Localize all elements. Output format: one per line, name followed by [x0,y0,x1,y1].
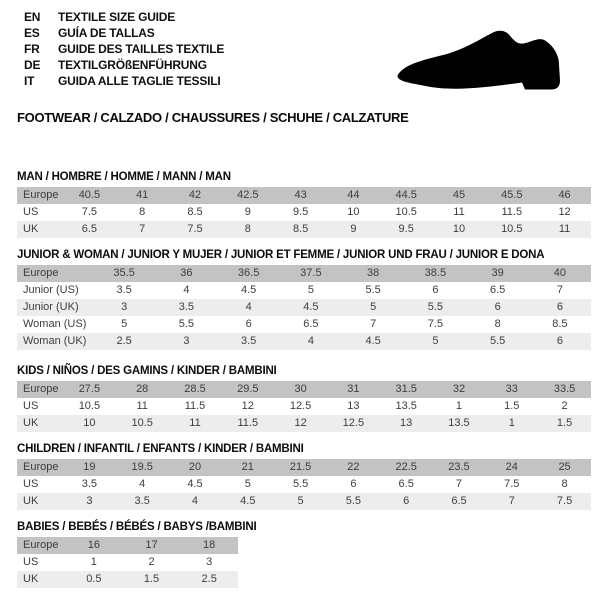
size-cell: 4.5 [187,478,203,490]
table-row-junior-uk [17,299,591,316]
size-cell: 27.5 [78,383,101,395]
size-cell: 19 [83,461,96,473]
table-row-europe [17,459,591,476]
section-children [17,443,591,510]
size-cell: 3.5 [81,478,98,490]
table-row-europe [17,381,591,398]
size-cell: 0.5 [86,573,102,585]
size-cell: 1.5 [143,573,160,585]
size-cell: 1.5 [556,417,573,429]
size-cell: 4.5 [303,301,319,313]
lang-row-fr [24,41,224,57]
size-cell: 22.5 [395,461,417,473]
row-label: US [23,206,39,218]
size-cell: 12.5 [342,417,365,429]
table-row-europe [17,537,238,554]
size-cell: 7 [370,318,377,330]
row-label: Woman (US) [23,318,87,330]
size-cell: 13 [347,400,360,412]
size-cell: 11.5 [237,417,259,429]
size-cell: 6 [350,478,357,490]
size-cell: 1 [90,556,97,568]
size-cell: 5.5 [292,478,309,490]
size-cell: 12 [558,206,571,218]
size-cell: 44 [347,189,360,201]
row-label: UK [23,417,39,429]
size-cell: 12 [294,417,307,429]
size-cell: 8 [561,478,568,490]
lang-label: TEXTILE SIZE GUIDE [58,10,176,24]
size-cell: 5.5 [345,495,362,507]
size-cell: 11.5 [184,400,206,412]
table-row-us [17,476,591,493]
size-cell: 5 [370,301,377,313]
row-label: Europe [23,189,59,201]
size-cell: 28 [136,383,149,395]
row-label: Europe [23,267,59,279]
size-cell: 3 [206,556,213,568]
table-row-uk [17,571,238,588]
size-cell: 42.5 [237,189,259,201]
size-cell: 12.5 [289,400,312,412]
table-row-uk [17,493,591,510]
size-cell: 44.5 [395,189,417,201]
row-label: Europe [23,461,59,473]
size-cell: 6.5 [489,284,506,296]
size-cell: 45 [452,189,466,201]
table-title-junior-woman: JUNIOR & WOMAN / JUNIOR Y MUJER / JUNIOR ET FEMME / JUNIOR UND FRAU / JUNIOR E DONA [17,249,545,261]
row-label: Woman (UK) [23,335,87,347]
size-cell: 6 [403,495,410,507]
size-cell: 45.5 [501,189,523,201]
size-table-babies [17,537,238,588]
size-cell: 8.5 [187,206,203,218]
size-cell: 5 [297,495,304,507]
table-row-woman-uk [17,333,591,350]
size-cell: 3 [121,301,128,313]
row-label: UK [23,223,39,235]
size-cell: 10.5 [78,400,101,412]
table-title-children: CHILDREN / INFANTIL / ENFANTS / KINDER / BAMBINI [17,443,304,455]
size-cell: 7 [556,284,563,296]
row-label: Junior (UK) [23,301,79,313]
size-cell: 10 [452,223,466,235]
lang-label: GUIDA ALLE TAGLIE TESSILI [58,74,221,88]
category-heading: FOOTWEAR / CALZADO / CHAUSSURES / SCHUHE / CALZATURE [17,110,409,125]
lang-label: TEXTILGRÖßENFÜHRUNG [58,58,207,72]
size-cell: 31.5 [395,383,417,395]
size-cell: 29.5 [237,383,259,395]
size-cell: 4 [307,335,314,347]
lang-row-en [24,9,224,25]
size-cell: 10 [347,206,360,218]
size-cell: 10 [83,417,96,429]
lang-row-de [24,57,224,73]
table-row-junior-us [17,282,591,299]
table-title-babies: BABIES / BEBÉS / BÉBÉS / BABYS /BAMBINI [17,521,257,533]
size-cell: 3.5 [134,495,150,507]
size-cell: 11 [453,206,465,218]
row-label: US [23,556,39,568]
size-table-kids [17,381,591,432]
size-cell: 10.5 [395,206,417,218]
size-cell: 1.5 [504,400,520,412]
size-cell: 11 [136,400,148,412]
table-row-uk [17,221,591,238]
size-table-junior-woman [17,265,591,350]
size-cell: 6.5 [81,223,98,235]
size-cell: 4 [183,284,190,296]
size-cell: 12 [241,400,254,412]
size-cell: 33.5 [553,383,576,395]
size-cell: 8.5 [552,318,568,330]
size-cell: 5.5 [489,335,506,347]
size-cell: 7.5 [556,495,573,507]
size-cell: 19.5 [131,461,153,473]
size-cell: 6 [556,335,563,347]
size-cell: 5.5 [427,301,444,313]
size-cell: 4.5 [240,284,257,296]
size-cell: 10.5 [131,417,153,429]
size-cell: 6.5 [303,318,319,330]
size-cell: 9 [350,223,357,235]
size-cell: 4.5 [240,495,256,507]
size-cell: 3.5 [116,284,132,296]
size-cell: 7.5 [504,478,520,490]
size-cell: 21 [241,461,254,473]
size-cell: 8 [244,223,251,235]
size-cell: 43 [294,189,307,201]
lang-code: FR [24,42,40,56]
size-cell: 13.5 [448,417,470,429]
size-cell: 31 [347,383,360,395]
size-cell: 6 [432,284,439,296]
row-label: US [23,400,39,412]
size-cell: 36.5 [237,267,260,279]
table-row-europe [17,187,591,204]
size-cell: 36 [180,267,193,279]
section-babies [17,521,256,588]
size-cell: 4.5 [365,335,381,347]
size-cell: 42 [188,189,202,201]
row-label: Europe [23,539,59,551]
section-kids [17,365,591,432]
size-cell: 39 [491,267,504,279]
size-cell: 5 [432,335,439,347]
table-row-us [17,204,591,221]
size-cell: 5.5 [178,318,195,330]
size-cell: 1 [508,417,515,429]
size-cell: 16 [87,539,100,551]
table-row-uk [17,415,591,432]
size-cell: 20 [188,461,202,473]
size-cell: 38 [367,267,380,279]
language-header [24,9,224,89]
size-cell: 8.5 [292,223,309,235]
table-row-us [17,554,238,571]
size-cell: 38.5 [424,267,447,279]
size-cell: 37.5 [300,267,322,279]
size-cell: 41 [136,189,149,201]
lang-code: ES [24,26,40,40]
size-cell: 11.5 [501,206,523,218]
size-cell: 24 [505,461,518,473]
size-cell: 7.5 [81,206,98,218]
size-cell: 5.5 [365,284,381,296]
size-cell: 11 [558,223,571,235]
size-cell: 13 [400,417,413,429]
dress-shoe-icon [393,22,583,98]
lang-label: GUÍA DE TALLAS [58,26,155,40]
size-cell: 4 [191,495,199,507]
lang-code: DE [24,58,41,72]
size-cell: 7 [455,478,463,490]
lang-code: IT [24,74,35,88]
size-cell: 10.5 [501,223,523,235]
size-cell: 22 [347,461,360,473]
size-cell: 6.5 [451,495,467,507]
lang-row-it [24,73,224,89]
size-cell: 33 [505,383,518,395]
size-cell: 7.5 [427,318,444,330]
size-cell: 40.5 [78,189,101,201]
size-cell: 3.5 [240,335,257,347]
size-cell: 21.5 [289,461,312,473]
table-row-woman-us [17,316,591,333]
row-label: Junior (US) [23,284,79,296]
size-cell: 32 [452,383,466,395]
size-table-children [17,459,591,510]
size-cell: 7.5 [187,223,203,235]
section-junior-woman [17,249,591,350]
size-cell: 40 [553,267,566,279]
row-label: UK [23,573,39,585]
size-cell: 6 [245,318,252,330]
size-cell: 5 [307,284,314,296]
size-cell: 9.5 [292,206,309,218]
table-row-europe [17,265,591,282]
table-title-man: MAN / HOMBRE / HOMME / MANN / MAN [17,171,231,183]
size-cell: 6 [494,301,501,313]
size-cell: 17 [145,539,158,551]
size-cell: 7 [139,223,146,235]
size-cell: 5 [244,478,251,490]
size-cell: 2.5 [116,335,132,347]
size-cell: 25 [558,461,571,473]
row-label: UK [23,495,39,507]
size-cell: 1 [455,400,463,412]
size-cell: 7 [508,495,515,507]
lang-label: GUIDE DES TAILLES TEXTILE [58,42,225,56]
table-row-us [17,398,591,415]
size-cell: 2.5 [201,573,217,585]
size-cell: 30 [294,383,307,395]
size-cell: 46 [558,189,571,201]
size-cell: 23.5 [448,461,470,473]
size-cell: 3.5 [178,301,195,313]
table-title-kids: KIDS / NIÑOS / DES GAMINS / KINDER / BAMBINI [17,365,277,377]
size-cell: 2 [561,400,568,412]
size-cell: 18 [203,539,216,551]
size-cell: 3 [86,495,93,507]
size-cell: 9.5 [398,223,414,235]
size-cell: 9 [244,206,251,218]
size-cell: 6 [556,301,563,313]
lang-code: EN [24,10,41,24]
row-label: US [23,478,39,490]
size-cell: 4 [139,478,146,490]
size-cell: 11 [189,417,201,429]
size-cell: 8 [139,206,146,218]
size-cell: 6.5 [398,478,414,490]
size-table-man [17,187,591,238]
size-cell: 5 [121,318,128,330]
size-cell: 28.5 [184,383,206,395]
size-cell: 3 [183,335,190,347]
size-cell: 2 [148,556,155,568]
size-cell: 35.5 [113,267,135,279]
size-cell: 13.5 [395,400,417,412]
lang-row-es [24,25,224,41]
section-man [17,171,591,238]
size-cell: 8 [494,318,501,330]
row-label: Europe [23,383,59,395]
size-cell: 4 [245,301,252,313]
